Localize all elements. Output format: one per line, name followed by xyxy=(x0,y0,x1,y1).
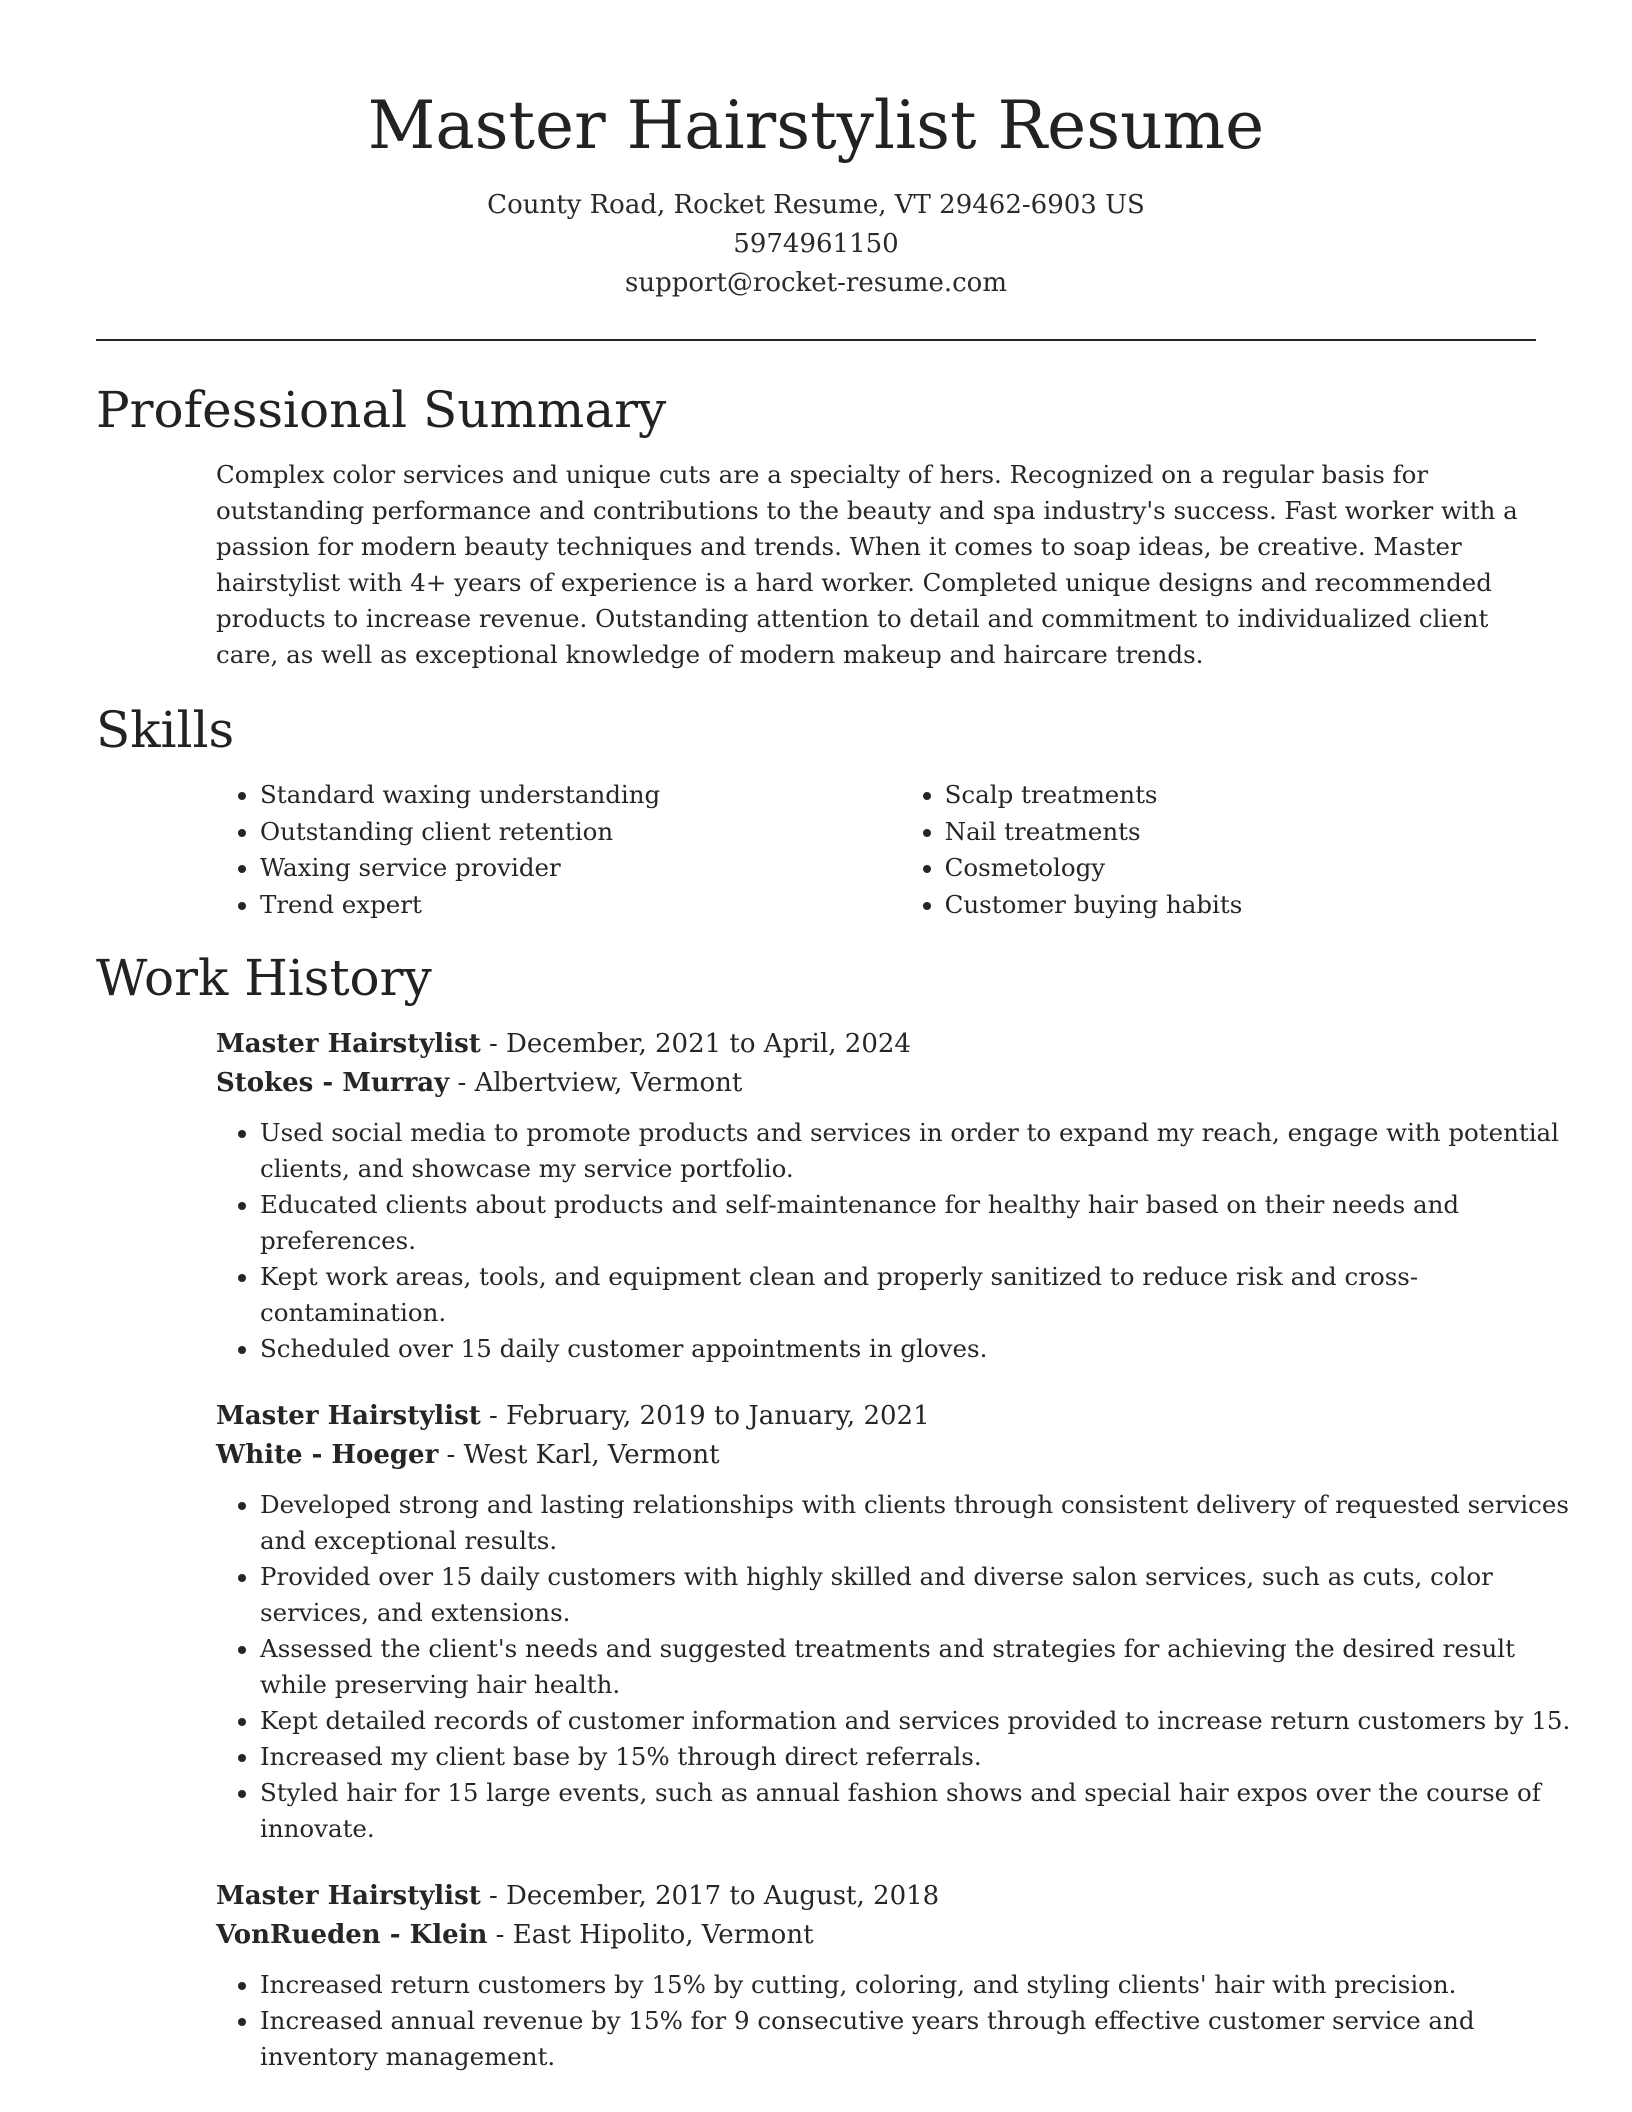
skills-heading: Skills xyxy=(96,701,235,759)
duty-item: • Styled hair for 15 large events, such as annual fashion shows and special hair expos over the course of innovate. xyxy=(260,1775,1580,1847)
job-location: - East Hipolito, Vermont xyxy=(487,1920,814,1950)
job-title-line xyxy=(216,1025,1536,1064)
job-duties xyxy=(216,1967,1580,2075)
duty-item: • Developed strong and lasting relationships with clients through consistent delivery of requested services and exceptional results. xyxy=(260,1487,1580,1559)
job-duties xyxy=(216,1487,1580,1847)
skills-column-left xyxy=(216,777,901,923)
job-title-line xyxy=(216,1397,1536,1436)
job-company: Stokes - Murray xyxy=(216,1068,450,1098)
duty-item: • Used social media to promote products and services in order to expand my reach, engage with potential clients, and showcase my service portfolio. xyxy=(260,1115,1580,1187)
resume-header xyxy=(96,0,1536,303)
skill-item: • Nail treatments xyxy=(945,814,1536,851)
skill-item: • Waxing service provider xyxy=(260,850,901,887)
duty-item: • Increased return customers by 15% by cutting, coloring, and styling clients' hair with precision. xyxy=(260,1967,1580,2003)
skills-column-right xyxy=(901,777,1536,923)
skill-item: • Trend expert xyxy=(260,887,901,924)
job-entry xyxy=(216,1877,1536,2075)
job-title: Master Hairstylist xyxy=(216,1029,481,1059)
job-title-line xyxy=(216,1877,1536,1916)
skill-item: • Customer buying habits xyxy=(945,887,1536,924)
contact-block xyxy=(96,186,1536,303)
duty-item: • Kept detailed records of customer information and services provided to increase return customers by 15. xyxy=(260,1703,1580,1739)
job-title: Master Hairstylist xyxy=(216,1401,481,1431)
job-company-line xyxy=(216,1916,1536,1955)
job-title: Master Hairstylist xyxy=(216,1881,481,1911)
job-company: White - Hoeger xyxy=(216,1440,439,1470)
resume-page xyxy=(96,0,1571,2075)
job-dates: - December, 2017 to August, 2018 xyxy=(480,1881,940,1911)
duty-item: • Kept work areas, tools, and equipment clean and properly sanitized to reduce risk and cross-contamination. xyxy=(260,1259,1580,1331)
job-duties xyxy=(216,1115,1580,1367)
job-entry xyxy=(216,1397,1571,1847)
skill-item: • Standard waxing understanding xyxy=(260,777,901,814)
duty-item: • Scheduled over 15 daily customer appointments in gloves. xyxy=(260,1331,1580,1367)
job-company-line xyxy=(216,1436,1536,1475)
duty-item: • Assessed the client's needs and suggested treatments and strategies for achieving the desired result while preserving hair health. xyxy=(260,1631,1580,1703)
job-company: VonRueden - Klein xyxy=(216,1920,488,1950)
skill-item: • Scalp treatments xyxy=(945,777,1536,814)
job-dates: - December, 2021 to April, 2024 xyxy=(480,1029,911,1059)
resume-title: Master Hairstylist Resume xyxy=(367,87,1265,164)
skill-item: • Cosmetology xyxy=(945,850,1536,887)
job-entry xyxy=(216,1025,1560,1367)
contact-email: support@rocket-resume.com xyxy=(624,268,1007,298)
job-dates: - February, 2019 to January, 2021 xyxy=(480,1401,930,1431)
header-divider xyxy=(96,339,1536,341)
work-history-heading: Work History xyxy=(96,949,432,1007)
duty-item: • Educated clients about products and self-maintenance for healthy hair based on their needs and preferences. xyxy=(260,1187,1580,1259)
skills-list xyxy=(216,777,1536,923)
job-location: - West Karl, Vermont xyxy=(438,1440,720,1470)
duty-item: • Provided over 15 daily customers with highly skilled and diverse salon services, such as cuts, color services, and extensions. xyxy=(260,1559,1580,1631)
duty-item: • Increased my client base by 15% through direct referrals. xyxy=(260,1739,1580,1775)
skill-item: • Outstanding client retention xyxy=(260,814,901,851)
job-company-line xyxy=(216,1064,1536,1103)
job-location: - Albertview, Vermont xyxy=(449,1068,743,1098)
contact-phone: 5974961150 xyxy=(733,229,899,259)
contact-address: County Road, Rocket Resume, VT 29462-6903 US xyxy=(487,190,1145,220)
summary-heading: Professional Summary xyxy=(96,381,667,439)
summary-text: Complex color services and unique cuts are a specialty of hers. Recognized on a regular basis for outstanding performance and contributions to the beauty and spa industry's success. Fast worker with a passion for modern beauty techniques and trends. When it comes to soap ideas, be creative. Master hairstylist with 4+ years of experience is a hard worker. Completed unique designs and recommended products to increase revenue. Outstanding attention to detail and commitment to individualized client care, as well as exceptional knowledge of modern makeup and haircare trends. xyxy=(216,460,1518,669)
duty-item: • Increased annual revenue by 15% for 9 consecutive years through effective customer service and inventory management. xyxy=(260,2003,1580,2075)
